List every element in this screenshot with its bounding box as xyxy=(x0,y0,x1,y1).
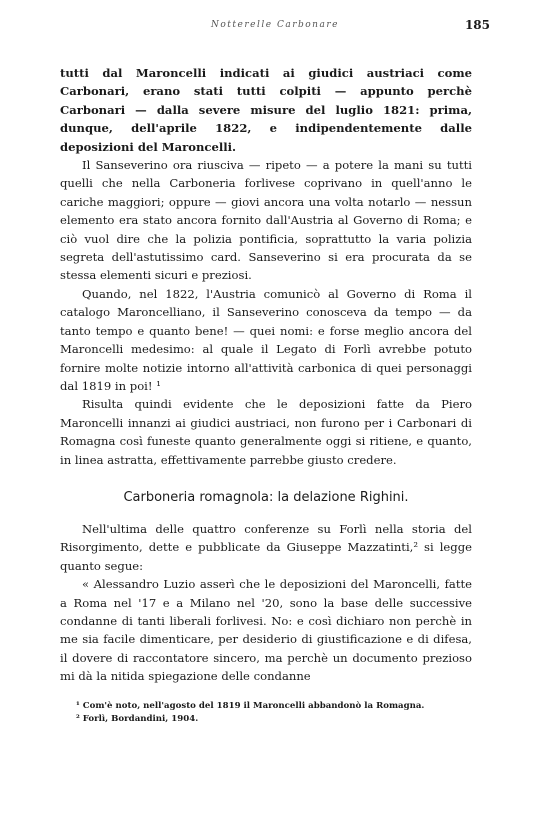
running-title: Notterelle Carbonare xyxy=(211,20,339,30)
section-heading: Carboneria romagnola: la delazione Righini. xyxy=(123,490,409,505)
paragraph-4: Risulta quindi evidente che le deposizioni fatte da Piero Maroncelli innanzi ai giudici austriaci, non furono per i Carbonari di Romagna così funeste quanto generalmente oggi si ritiene, e quanto, in linea astratta, effettivamente parrebbe giusto credere. xyxy=(60,397,472,467)
footnotes xyxy=(60,700,472,725)
footnote-1: ¹ Com'è noto, nell'agosto del 1819 il Maroncelli abbandonò la Romagna. xyxy=(76,701,425,711)
footnote-2: ² Forlì, Bordandini, 1904. xyxy=(76,713,199,724)
paragraph-3: Quando, nel 1822, l'Austria comunicò al Governo di Roma il catalogo Maroncelliano, il Sanseverino conosceva da tempo — da tanto tempo e quanto bene! — quei nomi: e forse meglio ancora del Maroncelli medesimo: al quale il Legato di Forlì avrebbe potuto fornire molte notizie intorno all'attività carbonica di quei personaggi dal 1819 in poi! ¹ xyxy=(60,286,472,393)
paragraph-6: « Alessandro Luzio asserì che le deposizioni del Maroncelli, fatte a Roma nel '17 e a Milano nel '20, sono la base delle successive condanne di tanti liberali forlivesi. No: e così dichiaro non perchè in me sia facile dimenticare, per desiderio di giustificazione e di difesa, il dovere di raccontatore sincero, ma perchè un documento prezioso mi dà la nitida spiegazione delle condanne xyxy=(60,577,472,684)
paragraph-5: Nell'ultima delle quattro conferenze su Forlì nella storia del Risorgimento, dette e pubblicate da Giuseppe Mazzatinti,² si legge quanto segue: xyxy=(60,522,472,573)
paragraph-2: Il Sanseverino ora riusciva — ripeto — a potere la mani su tutti quelli che nella Carboneria forlivese coprivano in quell'anno le cariche maggiori; oppure — giovi ancora una volta notarlo — nessun elemento era stato ancora fornito dall'Austria al Governo di Roma; e ciò vuol dire che la polizia pontificia, soprattutto la varia polizia segreta dell'astutissimo card. Sanseverino si era procurata da se stessa elementi sicuri e preziosi. xyxy=(60,158,472,283)
body-text-top xyxy=(60,64,472,469)
page-number: 185 xyxy=(464,18,490,32)
running-head xyxy=(60,20,490,38)
body-text-bottom xyxy=(60,520,472,686)
paragraph-1: tutti dal Maroncelli indicati ai giudici austriaci come Carbonari, erano stati tutti colpiti — appunto perchè Carbonari — dalla severe misure del luglio 1821: prima, dunque, dell'aprile 1822, e indipendentemente dalle deposizioni del Maroncelli. xyxy=(60,66,472,154)
